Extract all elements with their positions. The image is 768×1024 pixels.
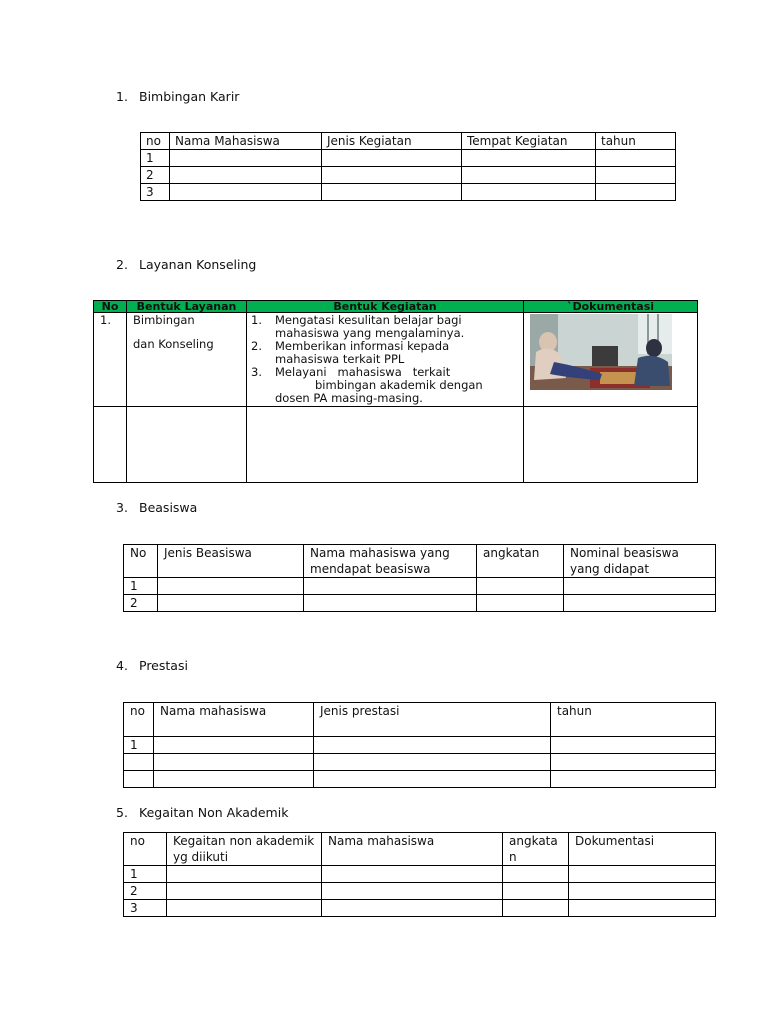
header-cell: No (94, 301, 127, 313)
header-cell: Bentuk Layanan (127, 301, 247, 313)
header-cell: Kegaitan non akademik yg diikuti (167, 833, 322, 866)
konseling-table (93, 300, 698, 483)
row-number: 1 (141, 150, 170, 167)
layanan-cell (127, 313, 247, 407)
kegiatan-number: 1. (251, 313, 262, 327)
table-header-row (94, 301, 698, 313)
header-cell: Nama mahasiswa (322, 833, 503, 866)
row-number: 3 (141, 184, 170, 201)
section-number: 2. (116, 257, 128, 272)
header-cell: Jenis prestasi (314, 703, 551, 737)
table-row (94, 313, 698, 407)
row-number: 2 (124, 595, 158, 612)
header-cell: no (141, 133, 170, 150)
header-cell: angkatan (503, 833, 569, 866)
table-row (124, 900, 716, 917)
section-heading-konseling (116, 257, 256, 272)
kegiatan-text: bimbingan akademik dengan (315, 378, 483, 392)
table-header-row (124, 833, 716, 866)
kegiatan-cell (247, 313, 524, 407)
kegiatan-number: 3. (251, 365, 262, 379)
row-number (124, 754, 154, 771)
row-number: 3 (124, 900, 167, 917)
section-heading-karir (116, 89, 239, 104)
header-cell: Dokumentasi (569, 833, 716, 866)
kegiatan-text: Melayani mahasiswa terkait (275, 365, 451, 379)
row-number: 1 (124, 578, 158, 595)
dokumentasi-photo (530, 314, 672, 390)
row-number: 2 (124, 883, 167, 900)
table-row (124, 578, 716, 595)
beasiswa-table (123, 544, 716, 612)
header-cell: `Dokumentasi (524, 301, 698, 313)
header-cell: no (124, 703, 154, 737)
row-number: 1. (94, 313, 127, 407)
header-cell: Nama mahasiswa (154, 703, 314, 737)
header-cell: tahun (596, 133, 676, 150)
header-cell: Jenis Kegiatan (322, 133, 462, 150)
row-number (124, 771, 154, 788)
header-cell: Tempat Kegiatan (462, 133, 596, 150)
kegiatan-item (251, 340, 517, 366)
header-cell: No (124, 545, 158, 578)
header-cell: Bentuk Kegiatan (247, 301, 524, 313)
layanan-line: dan Konseling (133, 337, 214, 351)
kegiatan-item (251, 314, 517, 340)
table-row (124, 771, 716, 788)
kegiatan-text: Mengatasi kesulitan belajar bagi mahasiswa yang mengalaminya. (275, 313, 465, 340)
prestasi-table (123, 702, 716, 788)
section-title: Kegaitan Non Akademik (139, 805, 289, 820)
row-number: 1 (124, 866, 167, 883)
table-row (124, 866, 716, 883)
section-title: Layanan Konseling (139, 257, 257, 272)
karir-table (140, 132, 676, 201)
table-header-row (124, 703, 716, 737)
row-number: 2 (141, 167, 170, 184)
section-title: Beasiswa (139, 500, 198, 515)
counseling-photo-illustration (530, 314, 672, 390)
section-number: 5. (116, 805, 128, 820)
table-row (141, 167, 676, 184)
table-row (124, 883, 716, 900)
kegiatan-text: Memberikan informasi kepada mahasiswa terkait PPL (275, 339, 450, 366)
header-cell: Nama mahasiswa yang mendapat beasiswa (304, 545, 477, 578)
row-number: 1 (124, 737, 154, 754)
section-number: 1. (116, 89, 128, 104)
section-number: 4. (116, 658, 128, 673)
table-header-row (124, 545, 716, 578)
layanan-line: Bimbingan (133, 313, 195, 327)
header-cell: Nominal beasiswa yang didapat (564, 545, 716, 578)
section-heading-beasiswa (116, 500, 197, 515)
header-cell: Jenis Beasiswa (158, 545, 304, 578)
dokumentasi-cell (524, 313, 698, 407)
section-heading-nonakademik (116, 805, 288, 820)
table-row (141, 150, 676, 167)
header-cell: no (124, 833, 167, 866)
header-cell: angkatan (477, 545, 564, 578)
table-header-row (141, 133, 676, 150)
table-row (141, 184, 676, 201)
table-row (124, 595, 716, 612)
table-row (94, 407, 698, 483)
section-heading-prestasi (116, 658, 188, 673)
header-cell: tahun (551, 703, 716, 737)
header-cell: Nama Mahasiswa (170, 133, 322, 150)
nonakademik-table (123, 832, 716, 917)
kegiatan-text: dosen PA masing-masing. (275, 391, 423, 405)
section-title: Bimbingan Karir (139, 89, 240, 104)
kegiatan-number: 2. (251, 339, 262, 353)
table-row (124, 737, 716, 754)
section-number: 3. (116, 500, 128, 515)
section-title: Prestasi (139, 658, 188, 673)
table-row (124, 754, 716, 771)
